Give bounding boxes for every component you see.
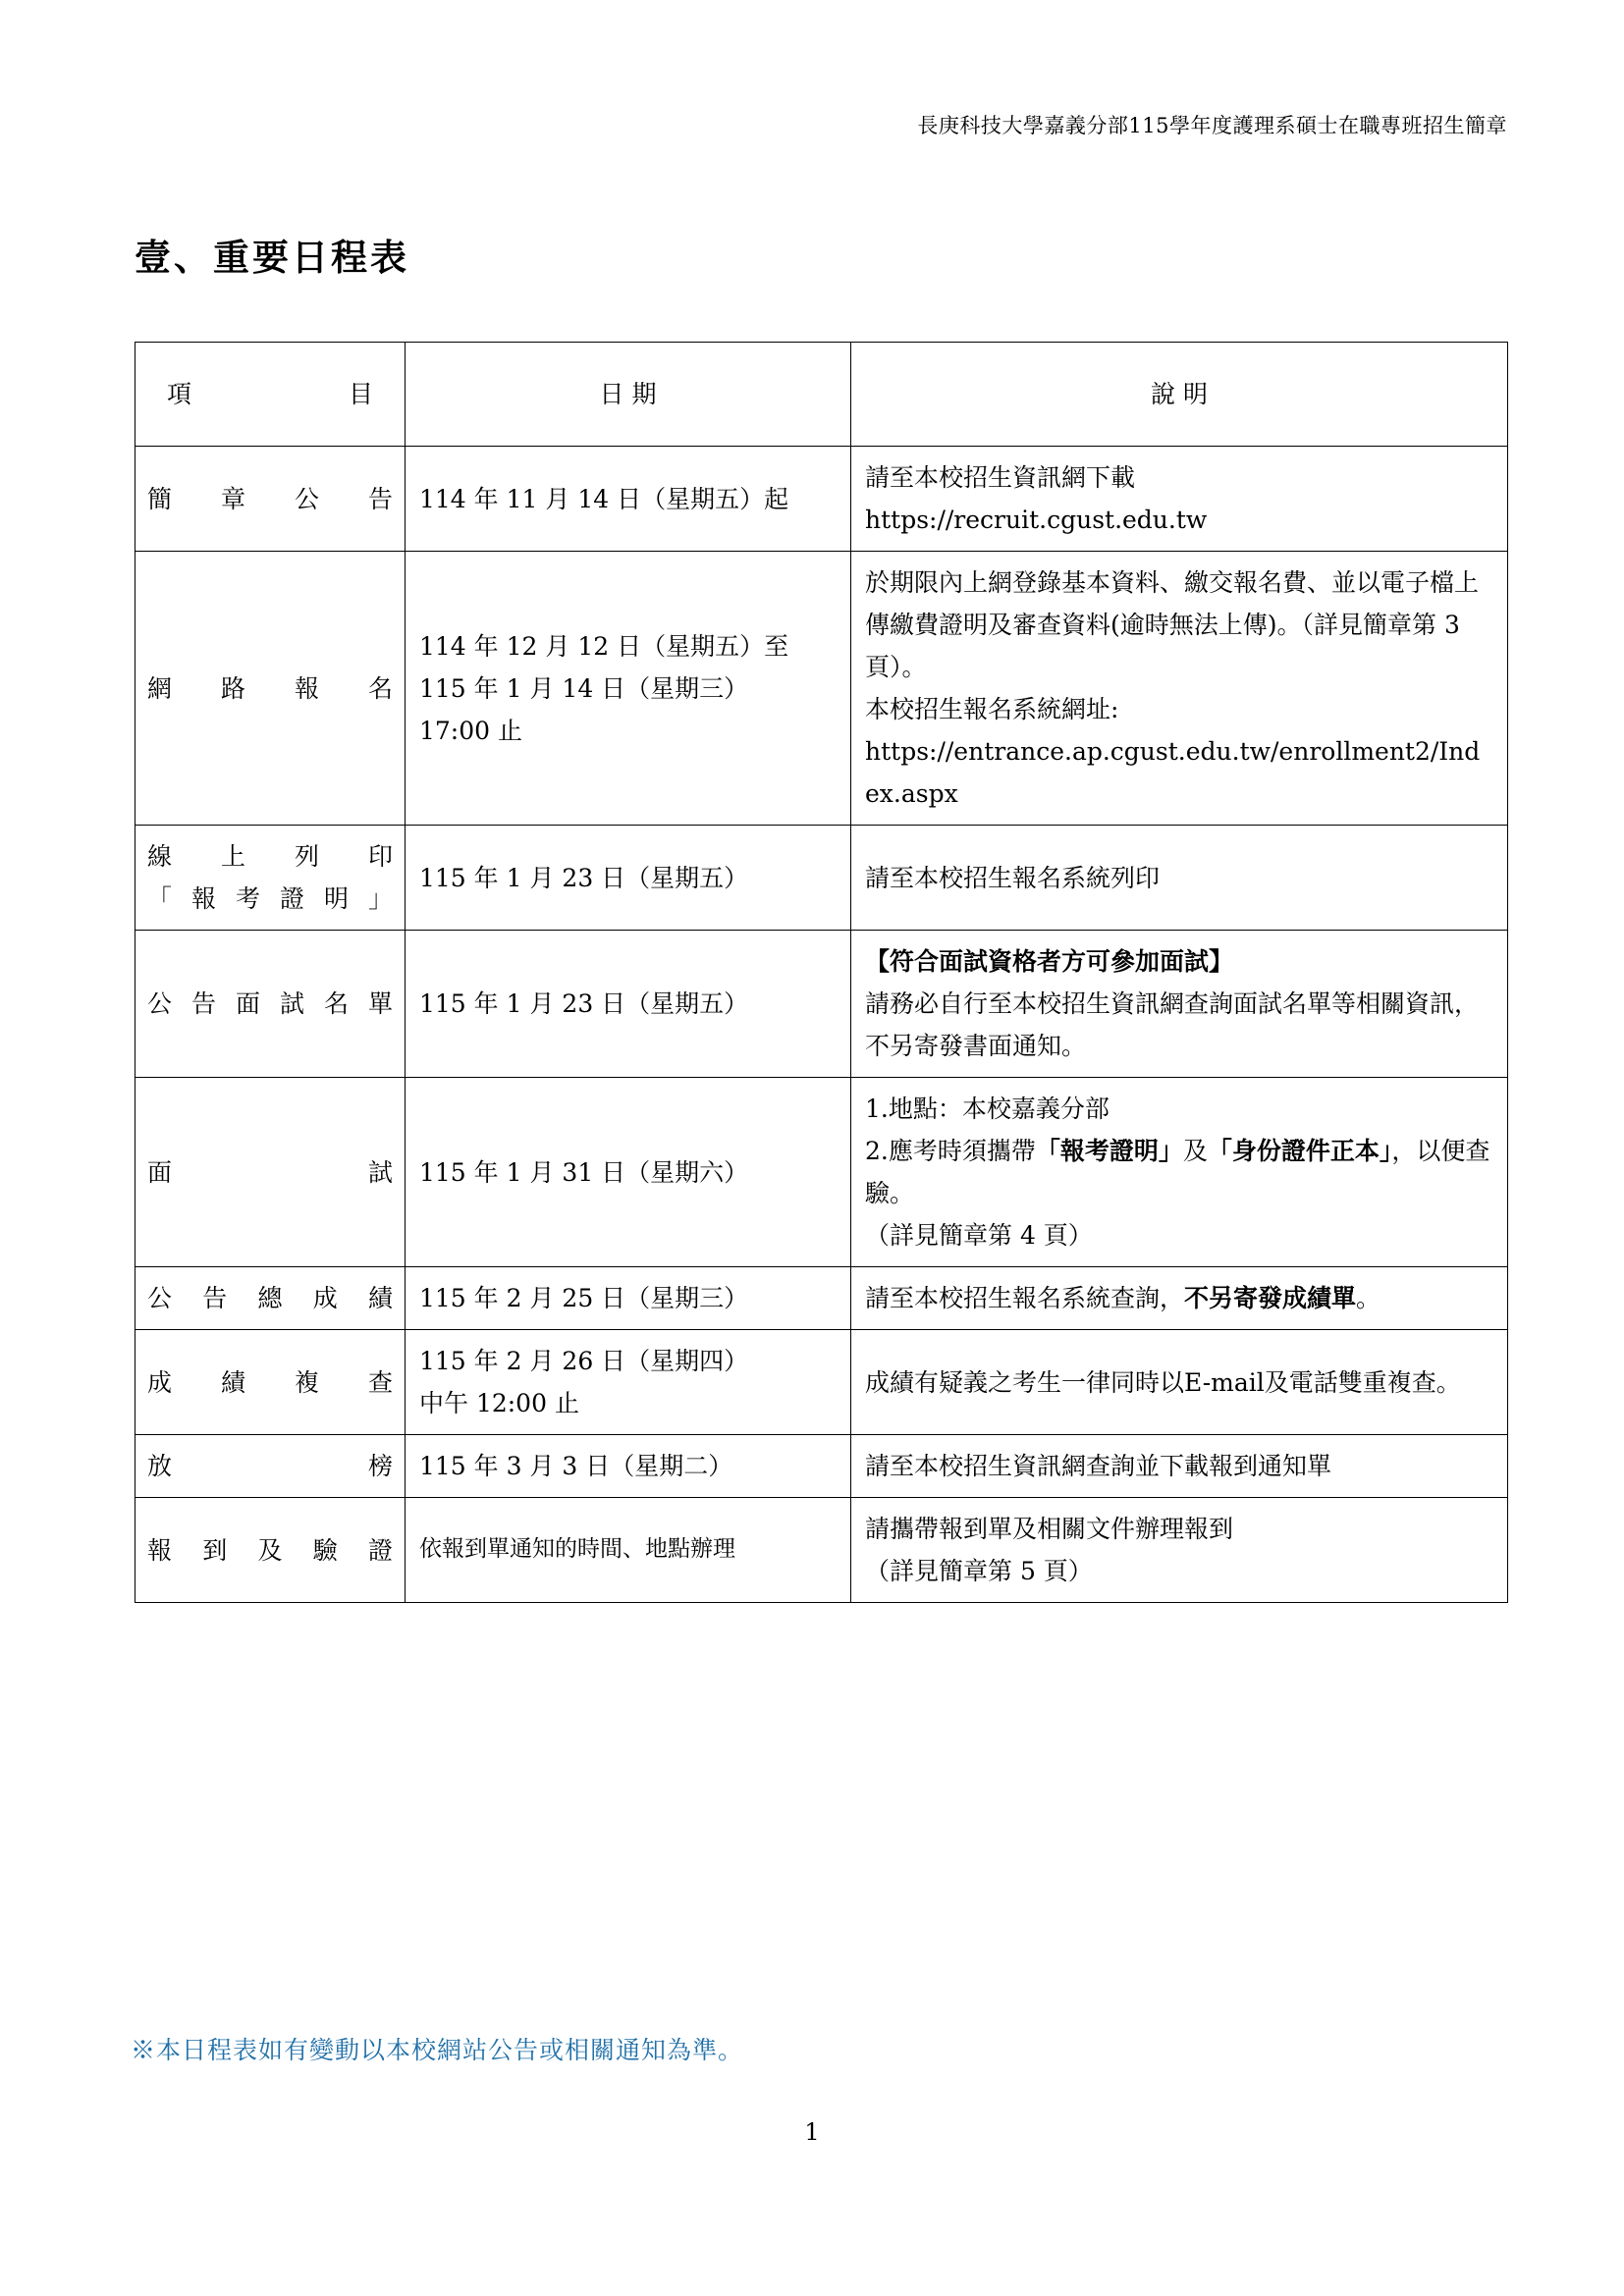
row-item-announcement <box>135 447 406 552</box>
date-line: 115 年 1 月 23 日（星期五） <box>419 863 749 892</box>
table-row <box>135 1498 1508 1603</box>
note-line-reference: （詳見簡章第 4 頁） <box>865 1221 1093 1250</box>
column-header-note-label: 說 明 <box>1151 380 1208 408</box>
table-row <box>135 931 1508 1078</box>
date-line: 114 年 11 月 14 日（星期五）起 <box>419 484 789 513</box>
column-header-item-label: 項 目 <box>167 380 373 408</box>
column-header-date-label: 日 期 <box>599 380 657 408</box>
row-note-results-announcement <box>851 1435 1508 1498</box>
date-line: 115 年 1 月 14 日（星期三） <box>419 673 749 703</box>
row-note-score-review <box>851 1330 1508 1435</box>
date-line: 115 年 1 月 23 日（星期五） <box>419 989 749 1018</box>
row-item-interview-list <box>135 931 406 1078</box>
recruit-site-url[interactable]: https://recruit.cgust.edu.tw <box>865 506 1208 534</box>
row-item-label: 公告面試名單 <box>147 989 393 1018</box>
row-item-print-exam-certificate <box>135 826 406 931</box>
row-item-score-review <box>135 1330 406 1435</box>
note-line: 請至本校招生資訊網查詢並下載報到通知單 <box>865 1452 1332 1480</box>
row-item-label: 面試 <box>147 1157 393 1187</box>
date-line: 115 年 2 月 26 日（星期四） <box>419 1347 749 1375</box>
row-date-interview <box>406 1078 851 1267</box>
schedule-change-notice: ※本日程表如有變動以本校網站公告或相關通知為準。 <box>131 2036 744 2064</box>
date-line: 115 年 1 月 31 日（星期六） <box>419 1157 749 1187</box>
note-text-bold: 「身份證件正本」 <box>1207 1137 1392 1165</box>
table-row <box>135 1267 1508 1330</box>
column-header-item <box>135 343 406 447</box>
row-date-score-review <box>406 1330 851 1435</box>
row-note-total-score <box>851 1267 1508 1330</box>
note-text: 。 <box>1356 1284 1381 1312</box>
running-header: 長庚科技大學嘉義分部115學年度護理系碩士在職專班招生簡章 <box>917 114 1507 137</box>
row-date-online-application <box>406 552 851 826</box>
row-note-print-exam-certificate <box>851 826 1508 931</box>
note-text-bold: 不另寄發成績單 <box>1184 1284 1357 1312</box>
date-line: 依報到單通知的時間、地點辦理 <box>419 1536 735 1563</box>
note-line: 請攜帶報到單及相關文件辦理報到 <box>865 1515 1234 1543</box>
page-number: 1 <box>804 2118 820 2146</box>
note-line: 成績有疑義之考生一律同時以E-mail及電話雙重複查。 <box>865 1367 1461 1397</box>
note-line: 於期限內上網登錄基本資料、繳交報名費、並以電子檔上傳繳費證明及審查資料(逾時無法上傳)。（詳見簡章第 3 頁）。 <box>865 568 1480 681</box>
table-row <box>135 826 1508 931</box>
row-item-label: 線上列印 <box>147 842 393 871</box>
schedule-table-container <box>135 342 1507 1603</box>
row-item-label: 放榜 <box>147 1452 393 1480</box>
row-note-interview-list <box>851 931 1508 1078</box>
row-item-interview <box>135 1078 406 1267</box>
row-item-label: 簡章公告 <box>147 484 393 513</box>
row-note-registration-verification <box>851 1498 1508 1603</box>
note-line-location: 1.地點：本校嘉義分部 <box>865 1095 1110 1123</box>
row-date-interview-list <box>406 931 851 1078</box>
table-row <box>135 1078 1508 1267</box>
note-text-bold: 「報考證明」 <box>1035 1137 1183 1165</box>
note-line-documents <box>865 1130 1493 1214</box>
row-note-interview <box>851 1078 1508 1267</box>
note-line: 請至本校招生資訊網下載 <box>865 463 1136 492</box>
note-line: 本校招生報名系統網址: <box>865 695 1119 723</box>
row-date-announcement <box>406 447 851 552</box>
row-note-online-application <box>851 552 1508 826</box>
note-text: 2.應考時須攜帶 <box>865 1137 1036 1165</box>
note-line: 請務必自行至本校招生資訊網查詢面試名單等相關資訊，不另寄發書面通知。 <box>865 989 1480 1060</box>
row-item-label: 成績複查 <box>147 1367 393 1397</box>
row-item-online-application <box>135 552 406 826</box>
row-date-results-announcement <box>406 1435 851 1498</box>
row-date-print-exam-certificate <box>406 826 851 931</box>
date-line: 115 年 2 月 25 日（星期三） <box>419 1284 749 1312</box>
row-item-label: 公告總成績 <box>147 1284 393 1312</box>
row-item-label: 報到及驗證 <box>147 1535 393 1565</box>
date-line: 114 年 12 月 12 日（星期五）至 <box>419 631 789 661</box>
column-header-date <box>406 343 851 447</box>
row-item-total-score <box>135 1267 406 1330</box>
date-line: 115 年 3 月 3 日（星期二） <box>419 1452 733 1480</box>
note-emphasis-line: 【符合面試資格者方可參加面試】 <box>865 947 1234 976</box>
column-header-note <box>851 343 1508 447</box>
enrollment-system-url[interactable]: https://entrance.ap.cgust.edu.tw/enrollment2/Index.aspx <box>865 737 1481 808</box>
table-row <box>135 1330 1508 1435</box>
row-item-label: 網路報名 <box>147 673 393 703</box>
note-line: 請至本校招生報名系統列印 <box>865 863 1161 892</box>
note-text: ，以便查驗。 <box>865 1137 1490 1207</box>
note-text: 及 <box>1182 1137 1208 1165</box>
row-item-registration-verification <box>135 1498 406 1603</box>
row-date-registration-verification <box>406 1498 851 1603</box>
row-item-label-line2: 「報考證明」 <box>147 884 393 913</box>
row-note-announcement <box>851 447 1508 552</box>
table-row <box>135 447 1508 552</box>
row-date-total-score <box>406 1267 851 1330</box>
table-row <box>135 552 1508 826</box>
table-row <box>135 1435 1508 1498</box>
note-line-reference: （詳見簡章第 5 頁） <box>865 1557 1093 1585</box>
row-item-results-announcement <box>135 1435 406 1498</box>
date-line: 17:00 止 <box>419 716 522 745</box>
table-header-row <box>135 343 1508 447</box>
page-title: 壹、重要日程表 <box>135 236 409 279</box>
important-dates-table <box>135 342 1508 1603</box>
date-line: 中午 12:00 止 <box>419 1389 579 1417</box>
note-text: 請至本校招生報名系統查詢， <box>865 1284 1185 1312</box>
